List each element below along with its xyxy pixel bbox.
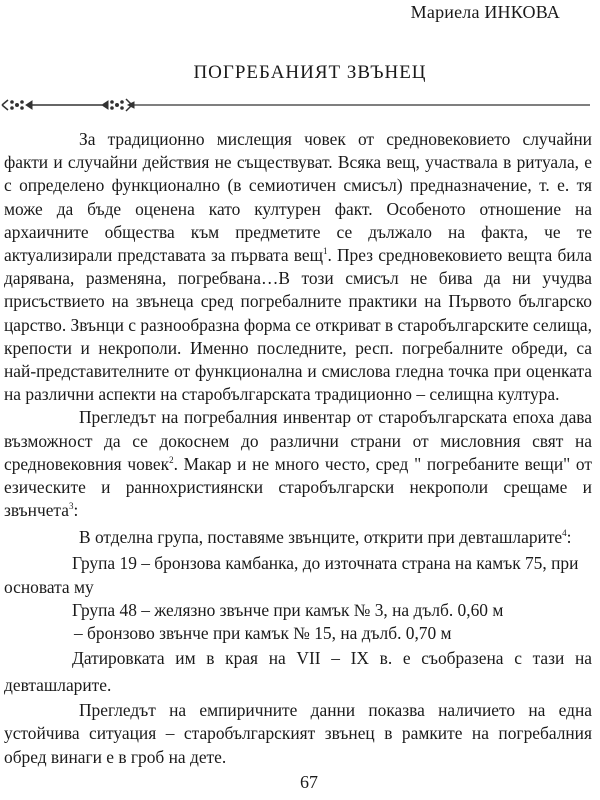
footnote-ref[interactable]: 4 [562, 528, 567, 539]
paragraph-text: Прегледът на погребалния инвентар от старобългарската епоха дава възможност да се докоснем до различни страни от мисловния свят на средновековния човек [4, 407, 592, 474]
dating-paragraph: Датировката им в края на VII – IX в. е съобразена с тази на девташларите. [4, 648, 592, 696]
paragraph-text: За традиционно мислещия човек от средновековието случайни факти и случайни действия не съществуват. Всяка вещ, участвала в ритуала, е с определено функционално (в семиотичен смисъл) предназначение, т. е. тя може да бъде оценена като културен факт. Особеното отношение на архаичните общества към предметите се дължало на факта, че те актуализирали представата за първата вещ [4, 129, 592, 266]
page-number: 67 [300, 772, 318, 792]
find-item: Група 48 – желязно звънче при камък № 3, на дълб. 0,60 м [72, 599, 504, 620]
paragraph-text: В отделна група, поставяме звънците, открити при девташларите [79, 527, 563, 548]
running-head-author: Мариела ИНКОВА [410, 2, 560, 22]
article-title: ПОГРЕБАНИЯТ ЗВЪНЕЦ [193, 62, 427, 83]
article-body [4, 128, 592, 769]
paragraph-text: : [73, 500, 79, 521]
find-item: Група 19 – бронзова камбанка, до източната страна на камък 75, при основата му [4, 553, 579, 597]
footnote-ref[interactable]: 1 [322, 246, 328, 257]
find-item: – бронзово звънче при камък № 15, на дълб. 0,70 м [74, 623, 452, 644]
paragraph-text: . Макар и не много често, сред " погребаните вещи" от езическите и раннохристиянски старобългарски некрополи срещаме и звънчета [4, 453, 592, 521]
paragraph-text: : [566, 527, 572, 548]
paragraph-text: . През средновековието вещта била дарявана, разменяна, погребвана…В този смисъл не бива да ни учудва присъствието на звънеца сред погребалните практики на Първото българско царство. Звънци с разнообразна форма се откриват в старобългарските селища, крепости и некрополи. Именно последните, респ. погребалните обреди, са най-представителните от функционална и смислова гледна точка при оценката на различни аспекти на старобългарската традиционно – селищна култура. [4, 245, 592, 405]
paragraph-1 [4, 128, 592, 406]
footnote-ref[interactable]: 3 [68, 501, 74, 512]
paragraph-3 [4, 522, 592, 552]
footnote-ref[interactable]: 2 [169, 455, 174, 466]
conclusion-paragraph: Прегледът на емпиричните данни показва наличието на една устойчива ситуация – старобългарският звънец в рамките на погребалния обред винаги е в гроб на дете. [4, 700, 592, 767]
ornament-rule-icon [0, 97, 592, 113]
paragraph-2 [4, 406, 592, 522]
